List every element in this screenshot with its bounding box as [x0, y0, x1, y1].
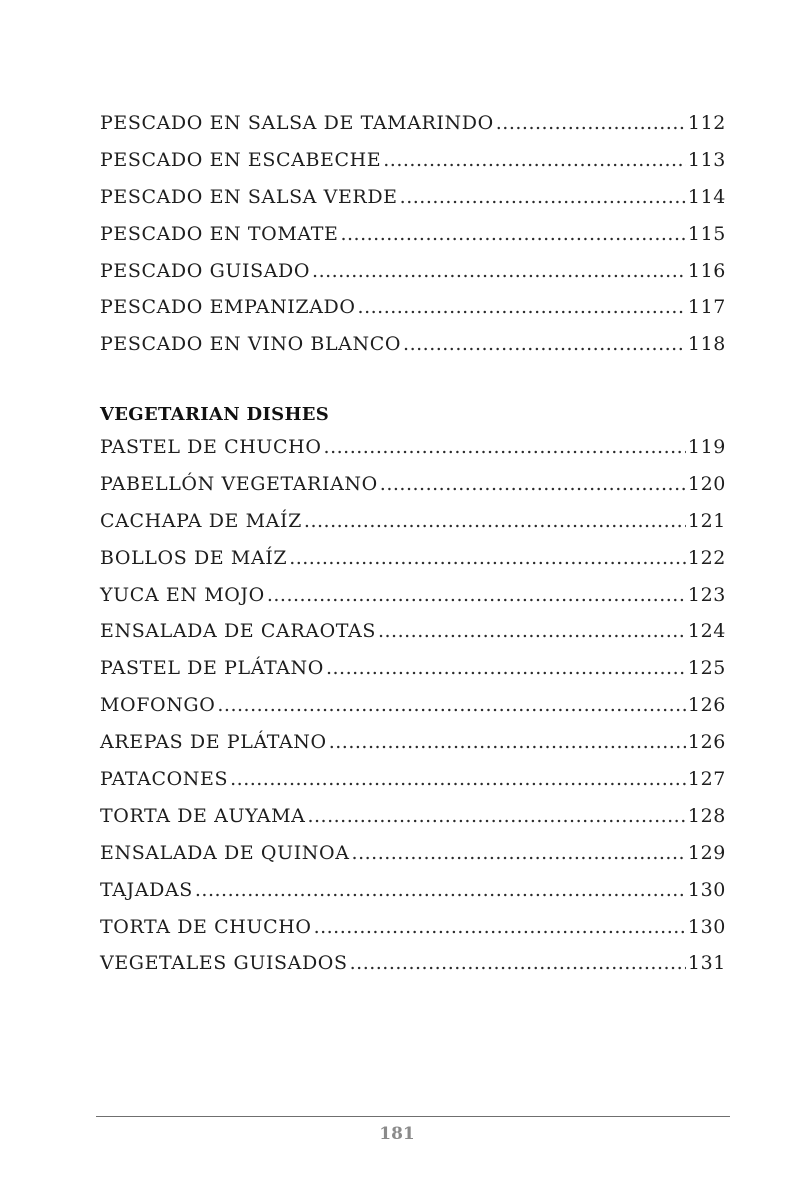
toc-entry: [100, 687, 726, 724]
toc-entry: [100, 798, 726, 835]
toc-entry: [100, 142, 726, 179]
toc-entry-title: PESCADO EN SALSA VERDE: [100, 185, 398, 208]
dot-leader: [307, 798, 685, 835]
toc-entry-title: TAJADAS: [100, 878, 193, 901]
toc-entry-page: 126: [687, 694, 726, 717]
toc-entry-page: 115: [687, 222, 726, 245]
dot-leader: [378, 613, 686, 650]
dot-leader: [217, 687, 686, 724]
toc-entry-page: 128: [687, 804, 726, 827]
toc-entry: [100, 761, 726, 798]
toc-entry: [100, 216, 726, 253]
toc-section-fish: [100, 105, 726, 363]
toc-entry: [100, 466, 726, 503]
toc-entry-title: CACHAPA DE MAÍZ: [100, 509, 302, 532]
toc-entry-page: 117: [687, 296, 726, 319]
toc-entry-page: 121: [687, 509, 726, 532]
dot-leader: [383, 142, 686, 179]
toc-entry-title: YUCA EN MOJO: [100, 583, 265, 606]
dot-leader: [352, 835, 686, 872]
toc-entry-page: 118: [687, 333, 726, 356]
dot-leader: [496, 105, 686, 142]
toc-entry: [100, 105, 726, 142]
toc-entry-title: TORTA DE CHUCHO: [100, 915, 312, 938]
toc-entry-title: BOLLOS DE MAÍZ: [100, 546, 288, 569]
toc-entry: [100, 429, 726, 466]
toc-entry-title: ENSALADA DE CARAOTAS: [100, 620, 376, 643]
dot-leader: [324, 429, 686, 466]
toc-entry-page: 122: [687, 546, 726, 569]
toc-entry-title: TORTA DE AUYAMA: [100, 804, 306, 827]
toc-entry: [100, 613, 726, 650]
dot-leader: [314, 909, 686, 946]
toc-entry-page: 127: [687, 768, 726, 791]
toc-entry: [100, 724, 726, 761]
toc-section-vegetarian: [100, 401, 726, 982]
dot-leader: [326, 650, 686, 687]
toc-entry: [100, 540, 726, 577]
toc-entry: [100, 872, 726, 909]
toc-entry-title: PABELLÓN VEGETARIANO: [100, 472, 378, 495]
toc-entry: [100, 503, 726, 540]
toc-entry-page: 114: [687, 185, 726, 208]
toc-entry-title: PATACONES: [100, 768, 229, 791]
toc-entry-title: PESCADO EN SALSA DE TAMARINDO: [100, 112, 494, 134]
toc-entry: [100, 945, 726, 982]
section-heading: VEGETARIAN DISHES: [100, 404, 330, 425]
toc-entry-title: PESCADO EMPANIZADO: [100, 296, 356, 319]
toc-entry-title: AREPAS DE PLÁTANO: [100, 731, 327, 754]
dot-leader: [350, 945, 686, 982]
toc-entry-title: VEGETALES GUISADOS: [100, 952, 348, 975]
toc-entry-title: PESCADO GUISADO: [100, 259, 311, 282]
dot-leader: [304, 503, 686, 540]
toc-entry-page: 113: [687, 148, 726, 171]
toc-entry-page: 124: [687, 620, 726, 643]
toc-entry: [100, 289, 726, 326]
dot-leader: [329, 724, 686, 761]
toc-entry: [100, 326, 726, 363]
toc-entry-page: 129: [687, 841, 726, 864]
toc-entry-title: ENSALADA DE QUINOA: [100, 841, 350, 864]
toc-entry-page: 112: [687, 112, 726, 134]
dot-leader: [400, 179, 686, 216]
page-number: 181: [379, 1124, 415, 1144]
footer-divider: [96, 1116, 730, 1117]
toc-entry-page: 123: [687, 583, 726, 606]
toc-entry-page: 130: [687, 915, 726, 938]
toc-entry-page: 131: [687, 952, 726, 975]
toc-entry-page: 120: [687, 472, 726, 495]
toc-entry-title: MOFONGO: [100, 694, 216, 717]
dot-leader: [403, 326, 686, 363]
toc-entry-title: PASTEL DE PLÁTANO: [100, 657, 324, 680]
toc-entry: [100, 179, 726, 216]
dot-leader: [267, 577, 686, 614]
dot-leader: [230, 761, 686, 798]
toc-entry-page: 125: [687, 657, 726, 680]
toc-entry-title: PESCADO EN ESCABECHE: [100, 148, 382, 171]
toc-entry: [100, 909, 726, 946]
dot-leader: [312, 253, 686, 290]
dot-leader: [289, 540, 686, 577]
toc-entry-title: PESCADO EN VINO BLANCO: [100, 333, 402, 356]
toc-entry: [100, 835, 726, 872]
toc-entry-page: 126: [687, 731, 726, 754]
toc-entry-page: 130: [687, 878, 726, 901]
toc-entry: [100, 650, 726, 687]
dot-leader: [380, 466, 686, 503]
toc-entry-page: 116: [687, 259, 726, 282]
toc-entry-title: PESCADO EN TOMATE: [100, 222, 339, 245]
toc-entry-page: 119: [687, 436, 726, 458]
toc-entry-title: PASTEL DE CHUCHO: [100, 436, 322, 458]
toc-entry: [100, 253, 726, 290]
dot-leader: [195, 872, 686, 909]
dot-leader: [340, 216, 685, 253]
dot-leader: [358, 289, 686, 326]
toc-entry: [100, 577, 726, 614]
